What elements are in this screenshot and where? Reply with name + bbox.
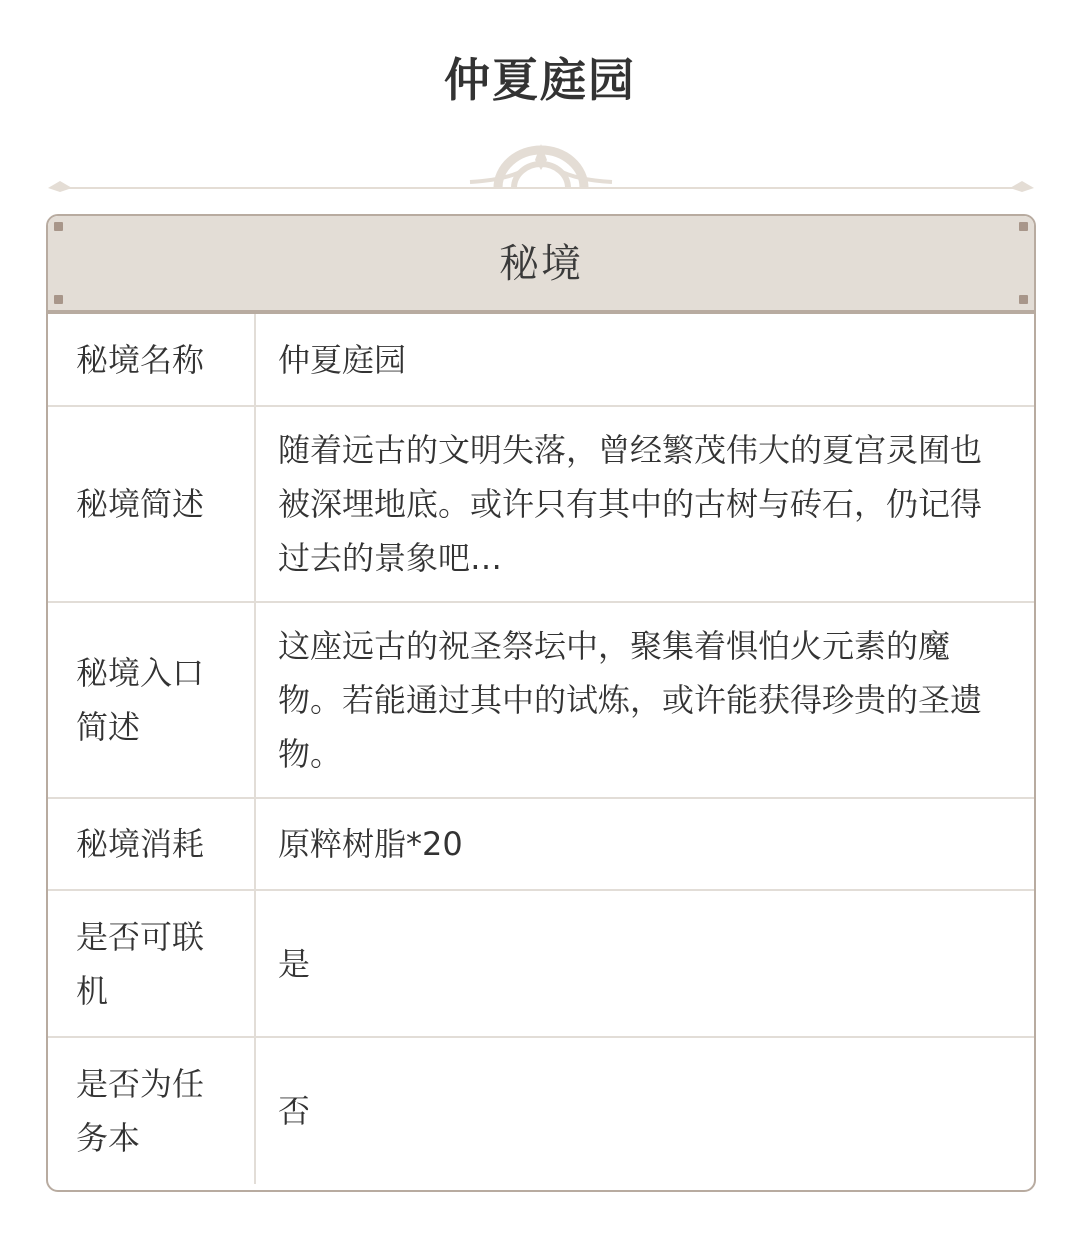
row-value: 原粹树脂*20 [255, 798, 1034, 890]
domain-info-table [48, 314, 1034, 1184]
row-value: 仲夏庭园 [278, 340, 407, 379]
table-row [48, 602, 1034, 798]
corner-decoration [1019, 222, 1028, 231]
table-row [48, 406, 1034, 602]
title-divider-ornament-icon [46, 140, 1036, 196]
card-header [48, 216, 1034, 314]
row-label: 秘境名称 [48, 314, 255, 406]
table-row [48, 314, 1034, 406]
row-label: 秘境入口简述 [48, 602, 255, 798]
corner-decoration [1019, 295, 1028, 304]
row-label: 是否为任务本 [48, 1037, 255, 1184]
corner-decoration [54, 222, 63, 231]
row-label: 秘境简述 [48, 406, 255, 602]
row-value: 否 [255, 1037, 1034, 1184]
card-header-title: 秘境 [499, 241, 583, 287]
row-label: 秘境消耗 [48, 798, 255, 890]
page-title: 仲夏庭园 [444, 53, 636, 107]
domain-info-card [46, 214, 1036, 1192]
row-value: 是 [255, 890, 1034, 1037]
row-value: 随着远古的文明失落，曾经繁茂伟大的夏宫灵囿也被深埋地底。或许只有其中的古树与砖石，仍记得过去的景象吧… [255, 406, 1034, 602]
corner-decoration [54, 295, 63, 304]
row-value: 这座远古的祝圣祭坛中，聚集着惧怕火元素的魔物。若能通过其中的试炼，或许能获得珍贵的圣遗物。 [255, 602, 1034, 798]
table-row [48, 890, 1034, 1037]
row-label: 是否可联机 [48, 890, 255, 1037]
table-row [48, 798, 1034, 890]
table-row [48, 1037, 1034, 1184]
